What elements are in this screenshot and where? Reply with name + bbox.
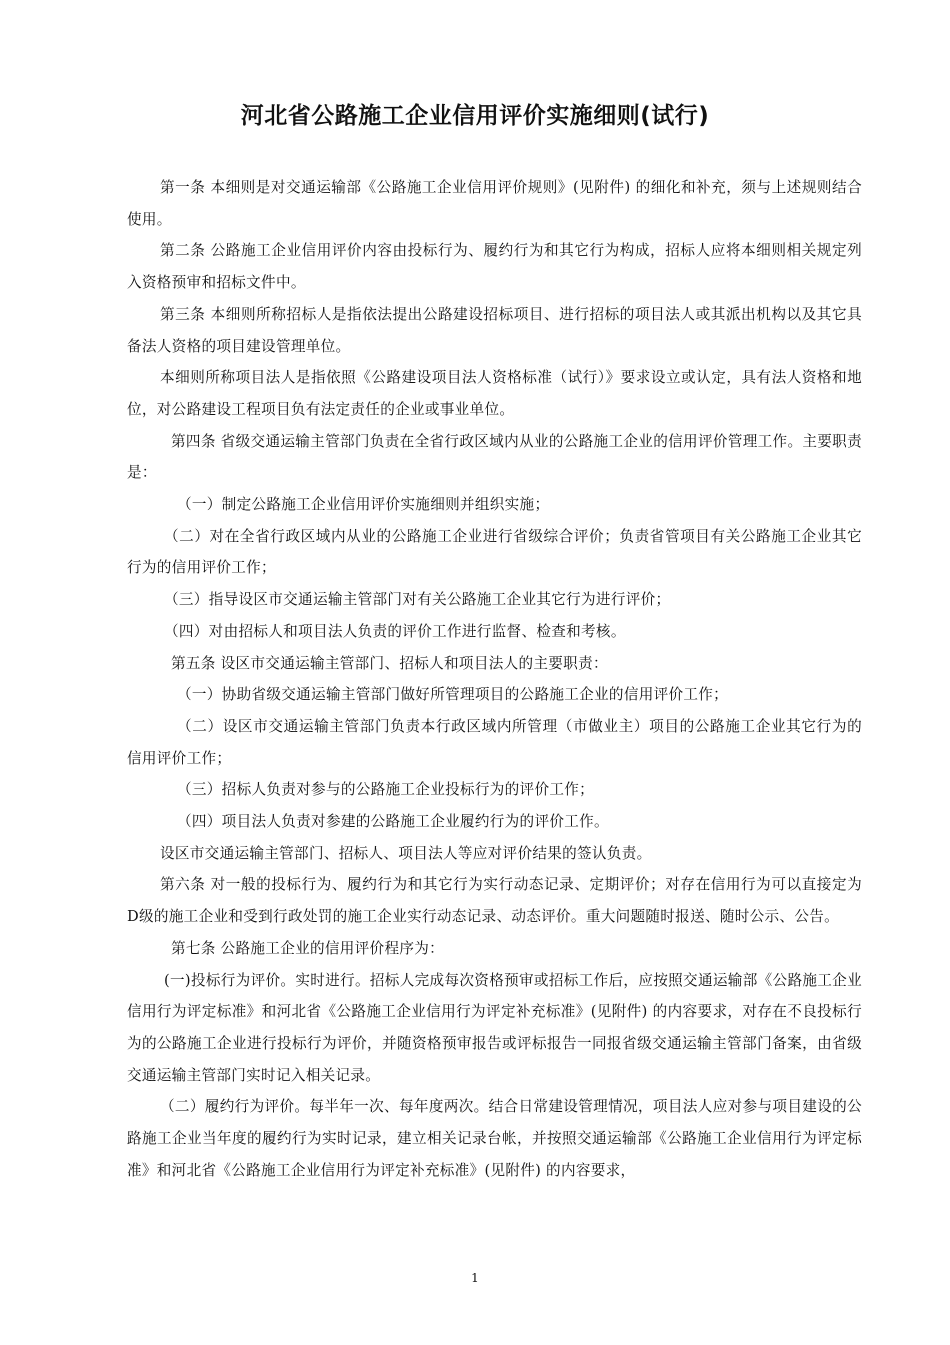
article-5-item-4: （四）项目法人负责对参建的公路施工企业履约行为的评价工作。: [177, 813, 609, 831]
article-4-item-3: （三）指导设区市交通运输主管部门对有关公路施工企业其它行为进行评价；: [164, 591, 671, 609]
article-5-item-1: （一）协助省级交通运输主管部门做好所管理项目的公路施工企业的信用评价工作；: [177, 686, 729, 704]
project-legal-person-definition: 本细则所称项目法人是指依照《公路建设项目法人资格标准（试行）》要求设立或认定，具有法人资格和地位，对公路建设工程项目负有法定责任的企业或事业单位。: [127, 369, 862, 418]
article-3-paragraph: 第三条 本细则所称招标人是指依法提出公路建设招标项目、进行招标的项目法人或其派出机构以及其它具备法人资格的项目建设管理单位。: [127, 305, 862, 355]
article-4-item-1: （一）制定公路施工企业信用评价实施细则并组织实施；: [177, 496, 550, 514]
article-7-paragraph: 第七条 公路施工企业的信用评价程序为：: [171, 939, 445, 957]
article-2-paragraph: 第二条 公路施工企业信用评价内容由投标行为、履约行为和其它行为构成，招标人应将本细则相关规定列入资格预审和招标文件中。: [127, 242, 862, 292]
article-1-paragraph: 第一条 本细则是对交通运输部《公路施工企业信用评价规则》(见附件) 的细化和补充，须与上述规则结合使用。: [127, 179, 862, 228]
page-number: 1: [471, 1271, 479, 1285]
article-4-item-2: （二）对在全省行政区域内从业的公路施工企业进行省级综合评价；负责省管项目有关公路施工企业其它行为的信用评价工作；: [127, 527, 862, 577]
article-4-paragraph: 第四条 省级交通运输主管部门负责在全省行政区域内从业的公路施工企业的信用评价管理工作。主要职责是：: [127, 432, 862, 482]
article-4-item-4: （四）对由招标人和项目法人负责的评价工作进行监督、检查和考核。: [164, 622, 626, 640]
article-5-item-2: （二）设区市交通运输主管部门负责本行政区域内所管理（市做业主）项目的公路施工企业其它行为的信用评价工作；: [127, 717, 862, 767]
article-7-item-1: (一)投标行为评价。实时进行。招标人完成每次资格预审或招标工作后，应按照交通运输部《公路施工企业信用行为评定标准》和河北省《公路施工企业信用行为评定补充标准》(见附件) 的内容要求，对存在不良投标行为的公路施工企业进行投标行为评价，并随资格预审报告或评标报告一同报省级交通运输主管部门备案，由省级交通运输主管部门实时记入相关记录。: [127, 971, 862, 1084]
document-body: [127, 172, 862, 1187]
article-6-paragraph: 第六条 对一般的投标行为、履约行为和其它行为实行动态记录、定期评价；对存在信用行为可以直接定为D级的施工企业和受到行政处罚的施工企业实行动态记录、动态评价。重大问题随时报送、随时公示、公告。: [127, 876, 862, 926]
signoff-responsibility-paragraph: 设区市交通运输主管部门、招标人、项目法人等应对评价结果的签认负责。: [160, 844, 652, 862]
article-7-item-2: （二）履约行为评价。每半年一次、每年度两次。结合日常建设管理情况，项目法人应对参与项目建设的公路施工企业当年度的履约行为实时记录，建立相关记录台帐，并按照交通运输部《公路施工企业信用行为评定标准》和河北省《公路施工企业信用行为评定补充标准》(见附件) 的内容要求，: [127, 1098, 862, 1179]
article-5-paragraph: 第五条 设区市交通运输主管部门、招标人和项目法人的主要职责：: [171, 654, 608, 672]
document-title: 河北省公路施工企业信用评价实施细则(试行): [240, 103, 710, 129]
article-5-item-3: （三）招标人负责对参与的公路施工企业投标行为的评价工作；: [177, 781, 595, 799]
